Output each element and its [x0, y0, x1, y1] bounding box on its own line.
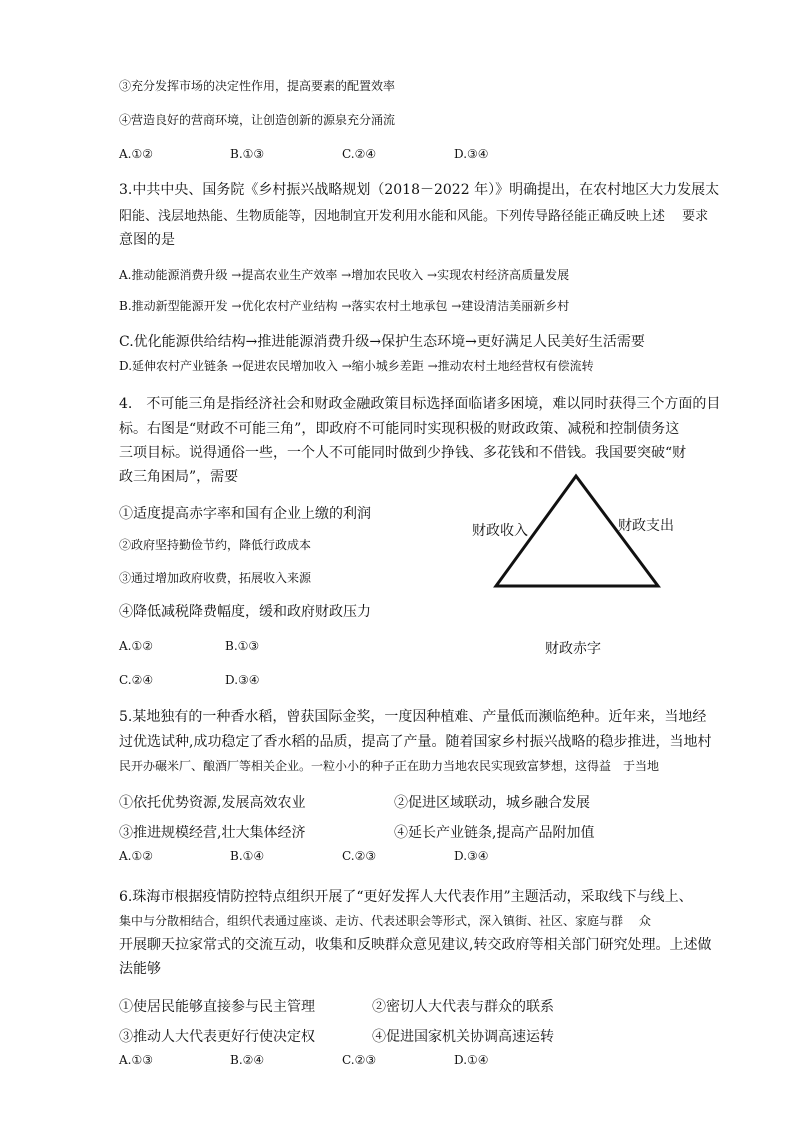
q4-item-1: ①适度提高赤字率和国有企业上缴的利润 — [119, 506, 371, 522]
q4-stem-line-4: 政三角困局”，需要 — [119, 469, 239, 485]
q6-option-b[interactable]: B.②④ — [230, 1053, 265, 1067]
q6-stem-line-3: 开展聊天拉家常式的交流互动，收集和反映群众意见建议,转交政府等相关部门研究处理。上述做 — [119, 937, 712, 953]
q5-stem-line-2: 过优选试种,成功稳定了香水稻的品质，提高了产量。随着国家乡村振兴战略的稳步推进，当地村 — [119, 734, 712, 750]
q6-stem-line-2: 集中与分散相结合，组织代表通过座谈、走访、代表述职会等形式，深入镇街、社区、家庭与群 众 — [119, 914, 651, 928]
q4-item-4: ④降低减税降费幅度，缓和政府财政压力 — [119, 604, 371, 620]
q5-option-c[interactable]: C.②③ — [342, 849, 377, 863]
q6-option-d[interactable]: D.①④ — [454, 1053, 489, 1067]
q3-stem-line-3: 意图的是 — [119, 232, 175, 248]
q6-item-2: ②密切人大代表与群众的联系 — [372, 999, 554, 1015]
q5-option-d[interactable]: D.③④ — [454, 849, 489, 863]
q3-option-b[interactable]: B.推动新型能源开发 →优化农村产业结构 →落实农村土地承包 →建设清洁美丽新乡村 — [119, 299, 570, 313]
q4-stem-line-2: 标。右图是“财政不可能三角”，即政府不可能同时实现积极的财政政策、减税和控制债务这 — [119, 421, 680, 437]
q3-stem-line-2: 阳能、浅层地热能、生物质能等，因地制宜开发利用水能和风能。下列传导路径能正确反映上述 要求 — [119, 209, 709, 224]
q6-item-1: ①使居民能够直接参与民主管理 — [119, 999, 315, 1015]
q2-option-c[interactable]: C.②④ — [342, 147, 377, 161]
triangle-label-left: 财政收入 — [472, 523, 528, 539]
q6-item-4: ④促进国家机关协调高速运转 — [372, 1029, 554, 1045]
q6-item-3: ③推动人大代表更好行使决定权 — [119, 1029, 315, 1045]
q2-item-4: ④营造良好的营商环境，让创造创新的源泉充分涌流 — [119, 113, 396, 127]
triangle-label-right: 财政支出 — [618, 518, 674, 534]
q4-stem-line-3: 三项目标。说得通俗一些，一个人不可能同时做到少挣钱、多花钱和不借钱。我国要突破“财 — [119, 445, 687, 461]
triangle-label-bottom: 财政赤字 — [545, 641, 601, 657]
q4-option-b[interactable]: B.①③ — [225, 639, 260, 653]
q5-option-a[interactable]: A.①② — [119, 849, 153, 863]
q2-option-d[interactable]: D.③④ — [454, 147, 489, 161]
q6-stem-line-4: 法能够 — [119, 961, 161, 977]
q4-item-2: ②政府坚持勤俭节约，降低行政成本 — [119, 538, 312, 552]
q4-option-d[interactable]: D.③④ — [225, 673, 260, 687]
q2-item-3: ③充分发挥市场的决定性作用，提高要素的配置效率 — [119, 79, 396, 93]
q4-item-3: ③通过增加政府收费，拓展收入来源 — [119, 571, 312, 585]
q5-stem-line-1: 5.某地独有的一种香水稻，曾获国际金奖，一度因种植难、产量低而濒临绝种。近年来，当地经 — [119, 709, 707, 725]
q2-option-a[interactable]: A.①② — [119, 147, 153, 161]
q3-option-a[interactable]: A.推动能源消费升级 →提高农业生产效率 →增加农民收入 →实现农村经济高质量发展 — [119, 268, 570, 282]
q2-option-b[interactable]: B.①③ — [230, 147, 265, 161]
q5-item-1: ①依托优势资源,发展高效农业 — [119, 795, 306, 811]
q3-option-d[interactable]: D.延伸农村产业链条 →促进农民增加收入 →缩小城乡差距 →推动农村土地经营权有偿流转 — [119, 359, 594, 373]
q5-stem-line-3: 民开办碾米厂、酿酒厂等相关企业。一粒小小的种子正在助力当地农民实现致富梦想，这得益 于当地 — [119, 759, 660, 773]
q5-item-3: ③推进规模经营,壮大集体经济 — [119, 825, 306, 841]
q4-option-c[interactable]: C.②④ — [119, 673, 154, 687]
q4-stem-line-1: 4. 不可能三角是指经济社会和财政金融政策目标选择面临诸多困境，难以同时获得三个方面的目 — [119, 396, 721, 412]
q6-stem-line-1: 6.珠海市根据疫情防控特点组织开展了“更好发挥人大代表作用”主题活动，采取线下与线上、 — [119, 889, 693, 905]
q6-option-c[interactable]: C.②③ — [342, 1053, 377, 1067]
q5-item-4: ④延长产业链条,提高产品附加值 — [394, 825, 595, 841]
q5-item-2: ②促进区域联动，城乡融合发展 — [394, 795, 590, 811]
q3-option-c[interactable]: C.优化能源供给结构→推进能源消费升级→保护生态环境→更好满足人民美好生活需要 — [119, 334, 645, 350]
q6-option-a[interactable]: A.①③ — [119, 1053, 153, 1067]
q3-stem-line-1: 3.中共中央、国务院《乡村振兴战略规划（2018－2022 年）》明确提出，在农村地区大力发展太 — [119, 182, 720, 198]
q4-option-a[interactable]: A.①② — [119, 639, 153, 653]
q5-option-b[interactable]: B.①④ — [230, 849, 265, 863]
